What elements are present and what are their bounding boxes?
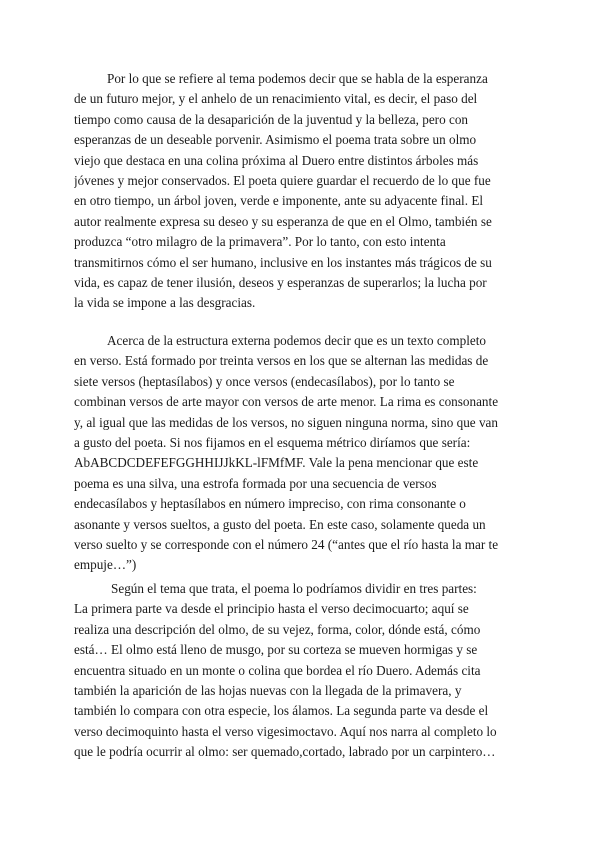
- paragraph-line: transmitirnos cómo el ser humano, inclusive en los instantes más trágicos de su: [74, 254, 492, 270]
- paragraph-line: empuje…”): [74, 557, 137, 573]
- paragraph-line: que le podría ocurrir al olmo: ser quemado,cortado, labrado por un carpintero…: [74, 744, 496, 760]
- paragraph-line: Por lo que se refiere al tema podemos decir que se habla de la esperanza: [107, 71, 488, 86]
- paragraph-line: viejo que destaca en una colina próxima al Duero entre distintos árboles más: [74, 152, 479, 168]
- paragraph-line: verso decimoquinto hasta el verso vigesimoctavo. Aquí nos narra al completo lo: [74, 723, 497, 739]
- paragraph-line: autor realmente expresa su deseo y su esperanza de que en el Olmo, también se: [74, 213, 492, 229]
- paragraph-theme: [74, 69, 526, 314]
- paragraph-line: Según el tema que trata, el poema lo podríamos dividir en tres partes:: [111, 581, 477, 596]
- paragraph-line: AbABCDCDEFEFGGHHIJJkKL-lFMfMF. Vale la pena mencionar que este: [74, 455, 479, 471]
- paragraph-line: jóvenes y mejor conservados. El poeta quiere guardar el recuerdo de lo que fue: [74, 173, 491, 189]
- paragraph-line: y, al igual que las medidas de los versos, no siguen ninguna norma, sino que van: [74, 414, 498, 430]
- paragraph-line: poema es una silva, una estrofa formada por una secuencia de versos: [74, 475, 437, 491]
- paragraph-line: La primera parte va desde el principio hasta el verso decimocuarto; aquí se: [74, 601, 469, 617]
- paragraph-line: produzca “otro milagro de la primavera”. Por lo tanto, con esto intenta: [74, 234, 446, 250]
- paragraph-line: a gusto del poeta. Si nos fijamos en el esquema métrico diríamos que sería:: [74, 435, 471, 451]
- paragraph-parts: [74, 579, 526, 763]
- paragraph-line: realiza una descripción del olmo, de su vejez, forma, color, dónde está, cómo: [74, 621, 481, 637]
- paragraph-line: la vida se impone a las desgracias.: [74, 295, 256, 311]
- paragraph-line: también lo compara con otra especie, los álamos. La segunda parte va desde el: [74, 703, 489, 719]
- paragraph-line: tiempo como causa de la desaparición de la juventud y la belleza, pero con: [74, 111, 469, 127]
- paragraph-line: combinan versos de arte mayor con versos de arte menor. La rima es consonante: [74, 394, 499, 410]
- paragraph-line: encuentra situado en un monte o colina que bordea el río Duero. Además cita: [74, 662, 481, 678]
- paragraph-line: en verso. Está formado por treinta versos en los que se alternan las medidas de: [74, 353, 489, 369]
- paragraph-line: verso suelto y se corresponde con el número 24 (“antes que el río hasta la mar te: [74, 537, 499, 553]
- paragraph-line: siete versos (heptasílabos) y once versos (endecasílabos), por lo tanto se: [74, 373, 455, 389]
- paragraph-line: también la aparición de las hojas nuevas con la llegada de la primavera, y: [74, 683, 462, 699]
- paragraph-line: esperanzas de un deseable porvenir. Asimismo el poema trata sobre un olmo: [74, 132, 477, 148]
- paragraph-line: está… El olmo está lleno de musgo, por su corteza se mueven hormigas y se: [74, 642, 478, 658]
- paragraph-line: endecasílabos y heptasílabos en número impreciso, con rima consonante o: [74, 496, 466, 512]
- paragraph-structure: [74, 331, 526, 576]
- paragraph-line: en otro tiempo, un árbol joven, verde e imponente, ante su adyacente final. El: [74, 193, 484, 209]
- paragraph-line: Acerca de la estructura externa podemos decir que es un texto completo: [107, 333, 486, 348]
- paragraph-line: de un futuro mejor, y el anhelo de un renacimiento vital, es decir, el paso del: [74, 91, 478, 107]
- paragraph-line: vida, es capaz de tener ilusión, deseos y esperanzas de superarlos; la lucha por: [74, 275, 487, 291]
- paragraph-line: asonante y versos sueltos, a gusto del poeta. En este caso, solamente queda un: [74, 516, 486, 532]
